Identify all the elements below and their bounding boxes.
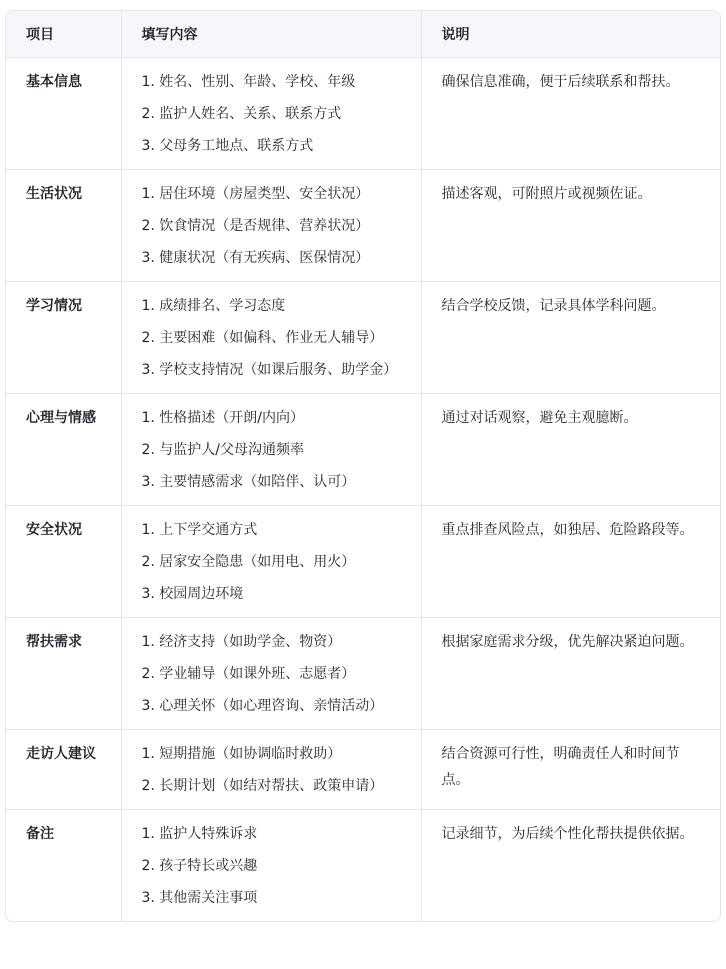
header-item: 项目 [6,11,121,57]
content-line: 2. 长期计划（如结对帮扶、政策申请） [141,777,384,794]
content-line: 3. 父母务工地点、联系方式 [141,137,314,154]
content-line: 2. 饮食情况（是否规律、营养状况） [141,217,370,234]
content-line: 1. 居住环境（房屋类型、安全状况） [141,185,370,202]
row-item: 基本信息 [6,57,121,169]
row-content [121,57,421,169]
content-line: 1. 短期措施（如协调临时救助） [141,745,342,762]
content-line: 3. 学校支持情况（如课后服务、助学金） [141,361,398,378]
row-note: 通过对话观察，避免主观臆断。 [421,393,721,505]
content-line: 2. 学业辅导（如课外班、志愿者） [141,665,356,682]
row-item: 学习情况 [6,281,121,393]
row-note: 结合学校反馈，记录具体学科问题。 [421,281,721,393]
content-line: 2. 居家安全隐患（如用电、用火） [141,553,356,570]
row-note: 重点排查风险点，如独居、危险路段等。 [421,505,721,617]
header-row [6,11,721,57]
row-content [121,617,421,729]
table-row [6,809,721,921]
row-note: 确保信息准确，便于后续联系和帮扶。 [421,57,721,169]
content-line: 1. 上下学交通方式 [141,521,258,538]
content-line: 1. 成绩排名、学习态度 [141,297,286,314]
row-content [121,393,421,505]
content-line: 1. 性格描述（开朗/内向） [141,409,305,426]
content-line: 1. 姓名、性别、年龄、学校、年级 [141,73,356,90]
row-content [121,505,421,617]
row-note: 根据家庭需求分级，优先解决紧迫问题。 [421,617,721,729]
content-line: 3. 其他需关注事项 [141,889,258,906]
table [6,11,721,921]
content-line: 2. 与监护人/父母沟通频率 [141,441,305,458]
row-item: 生活状况 [6,169,121,281]
table-row [6,729,721,809]
table-row [6,281,721,393]
row-content [121,809,421,921]
table-row [6,393,721,505]
content-line: 3. 心理关怀（如心理咨询、亲情活动） [141,697,384,714]
content-line: 3. 主要情感需求（如陪伴、认可） [141,473,356,490]
row-item: 心理与情感 [6,393,121,505]
row-item: 帮扶需求 [6,617,121,729]
table-row [6,617,721,729]
row-item: 备注 [26,825,54,842]
row-note: 记录细节，为后续个性化帮扶提供依据。 [421,809,721,921]
content-line: 1. 监护人特殊诉求 [141,825,258,842]
content-line: 3. 校园周边环境 [141,585,244,602]
table-row [6,169,721,281]
row-content [121,169,421,281]
row-content [121,729,421,809]
header-content: 填写内容 [121,11,421,57]
content-line: 3. 健康状况（有无疾病、医保情况） [141,249,370,266]
row-note: 描述客观，可附照片或视频佐证。 [421,169,721,281]
header-note: 说明 [421,11,721,57]
table-body [6,57,721,921]
content-line: 2. 孩子特长或兴趣 [141,857,258,874]
row-content [121,281,421,393]
row-item: 安全状况 [6,505,121,617]
table-row [6,505,721,617]
row-note: 结合资源可行性，明确责任人和时间节点。 [421,729,721,809]
content-line: 1. 经济支持（如助学金、物资） [141,633,342,650]
table-header [6,11,721,57]
content-line: 2. 监护人姓名、关系、联系方式 [141,105,342,122]
content-line: 2. 主要困难（如偏科、作业无人辅导） [141,329,384,346]
visit-record-table [5,10,721,922]
row-item: 走访人建议 [6,729,121,809]
table-row [6,57,721,169]
